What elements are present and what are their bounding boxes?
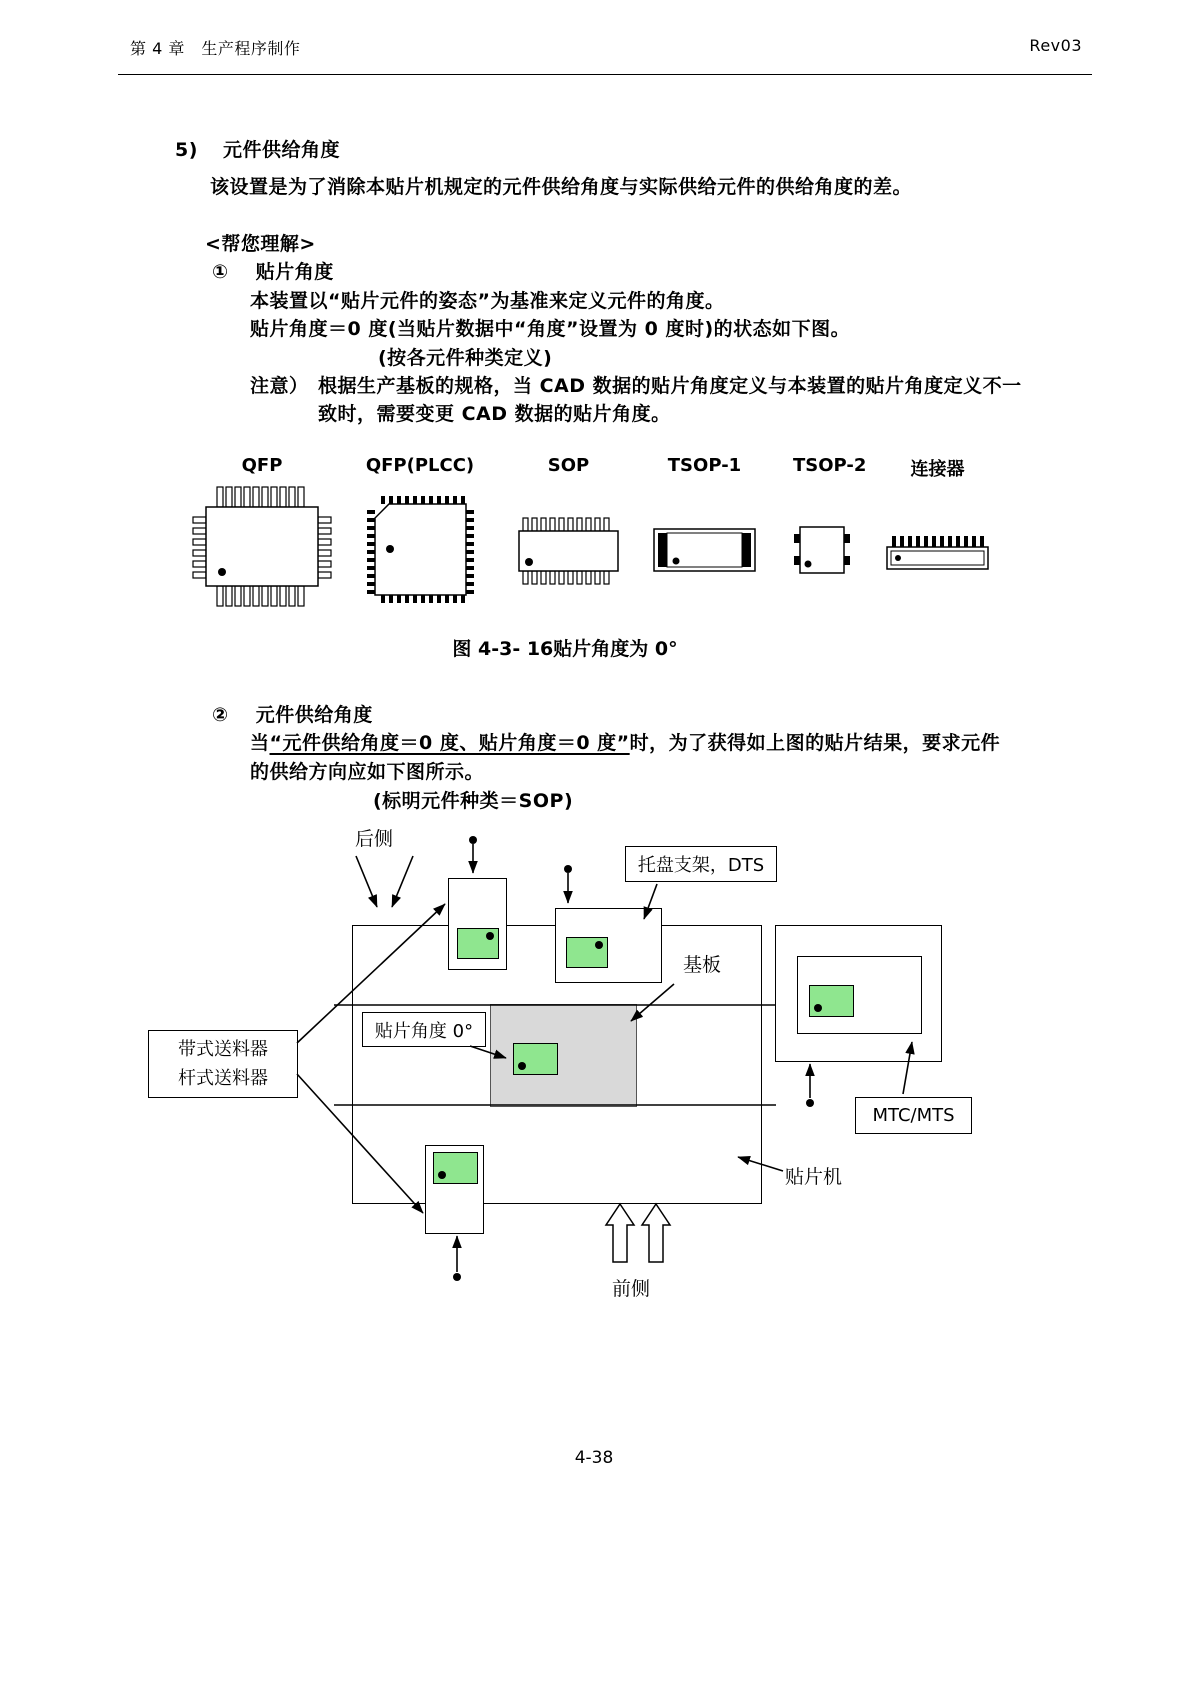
item2-line1-suffix: 时，为了获得如上图的贴片结果，要求元件 — [629, 732, 1001, 754]
item1-note-line2: 致时，需要变更 CAD 数据的贴片角度。 — [318, 403, 671, 425]
item2-title: 元件供给角度 — [255, 704, 373, 726]
package-label-tsop1: TSOP-1 — [667, 455, 742, 476]
supply-origin-dot-back-right — [564, 865, 572, 873]
placement-angle-label: 贴片角度 0° — [374, 1020, 474, 1042]
pin1-dot — [518, 1062, 526, 1070]
tsop1-package-icon — [652, 524, 757, 576]
machine-label: 贴片机 — [785, 1166, 843, 1188]
item1-line1: 本装置以“贴片元件的姿态”为基准来定义元件的角度。 — [250, 290, 725, 312]
qfp-package-icon — [192, 484, 332, 609]
item1-heading — [212, 257, 334, 284]
item2-heading — [212, 700, 373, 727]
section-number: 5) — [175, 139, 198, 161]
component-back-right — [566, 937, 608, 968]
tray-holder-label-box — [625, 846, 777, 882]
package-sop — [516, 455, 621, 595]
package-label-plcc: QFP(PLCC) — [365, 455, 475, 476]
back-side-label: 后侧 — [355, 828, 394, 850]
back-direction-arrow-right — [392, 856, 413, 907]
package-plcc — [362, 455, 478, 611]
connector-package-icon — [885, 535, 990, 575]
package-label-sop: SOP — [547, 455, 590, 476]
qfp-plcc-package-icon — [363, 492, 478, 607]
pin1-dot — [814, 1004, 822, 1012]
front-direction-arrow-right — [642, 1204, 670, 1262]
feeder-type-label-box — [148, 1030, 298, 1098]
item2-marker: ② — [212, 704, 229, 726]
tsop2-package-icon — [793, 524, 851, 576]
package-connector — [885, 455, 990, 579]
pin1-dot — [438, 1171, 446, 1179]
package-label-connector: 连接器 — [910, 459, 965, 480]
item1-line3: (按各元件种类定义) — [378, 347, 553, 369]
item1-line2: 贴片角度＝0 度(当贴片数据中“角度”设置为 0 度时)的状态如下图。 — [250, 318, 851, 340]
front-direction-arrow-left — [606, 1204, 634, 1262]
component-on-board — [513, 1043, 558, 1075]
stick-feeder-label: 杆式送料器 — [178, 1068, 268, 1089]
package-tsop2 — [793, 455, 867, 580]
item2-line1 — [250, 728, 1000, 755]
section-intro: 该设置是为了消除本贴片机规定的元件供给角度与实际供给元件的供给角度的差。 — [210, 176, 913, 198]
board-label: 基板 — [683, 954, 722, 976]
front-side-label: 前侧 — [612, 1278, 651, 1300]
tape-feeder-label: 带式送料器 — [178, 1039, 268, 1060]
placement-angle-label-box — [362, 1012, 486, 1047]
tray-holder-label: 托盘支架，DTS — [637, 855, 765, 876]
item2-line1-prefix: 当 — [250, 732, 270, 754]
item1-note-line1: 根据生产基板的规格，当 CAD 数据的贴片角度定义与本装置的贴片角度定义不一 — [318, 375, 1022, 397]
package-qfp — [192, 455, 332, 613]
pin1-dot — [595, 941, 603, 949]
mtc-label: MTC/MTS — [872, 1105, 955, 1126]
page-number: 4-38 — [574, 1448, 614, 1468]
supply-origin-dot-front — [453, 1273, 461, 1281]
component-back-left — [457, 928, 499, 959]
item2-line2: 的供给方向应如下图所示。 — [250, 761, 485, 783]
back-direction-arrow-left — [356, 856, 377, 907]
package-label-tsop2: TSOP-2 — [793, 455, 867, 476]
figure-caption: 图 4-3- 16贴片角度为 0° — [452, 638, 678, 660]
supply-origin-dot-back-left — [469, 836, 477, 844]
chapter-title: 第 4 章 生产程序制作 — [130, 39, 301, 58]
revision-label: Rev03 — [1029, 36, 1082, 55]
item1-marker: ① — [212, 261, 229, 283]
component-front — [433, 1152, 478, 1184]
page-header — [118, 36, 1092, 75]
component-mtc — [809, 985, 854, 1017]
package-tsop1 — [652, 455, 757, 580]
item2-line3: (标明元件种类＝SOP) — [373, 790, 574, 812]
section-heading — [175, 135, 340, 162]
item1-note-label: 注意） — [250, 375, 309, 397]
item1-title: 贴片角度 — [255, 261, 334, 283]
mtc-label-box — [855, 1097, 972, 1134]
pin1-dot — [486, 932, 494, 940]
item2-line1-underlined: “元件供给角度＝0 度、贴片角度＝0 度” — [269, 732, 630, 754]
supply-origin-dot-mtc — [806, 1099, 814, 1107]
package-label-qfp: QFP — [241, 455, 283, 476]
sop-package-icon — [516, 511, 621, 591]
help-heading: <帮您理解> — [205, 233, 316, 255]
section-title: 元件供给角度 — [223, 139, 341, 161]
